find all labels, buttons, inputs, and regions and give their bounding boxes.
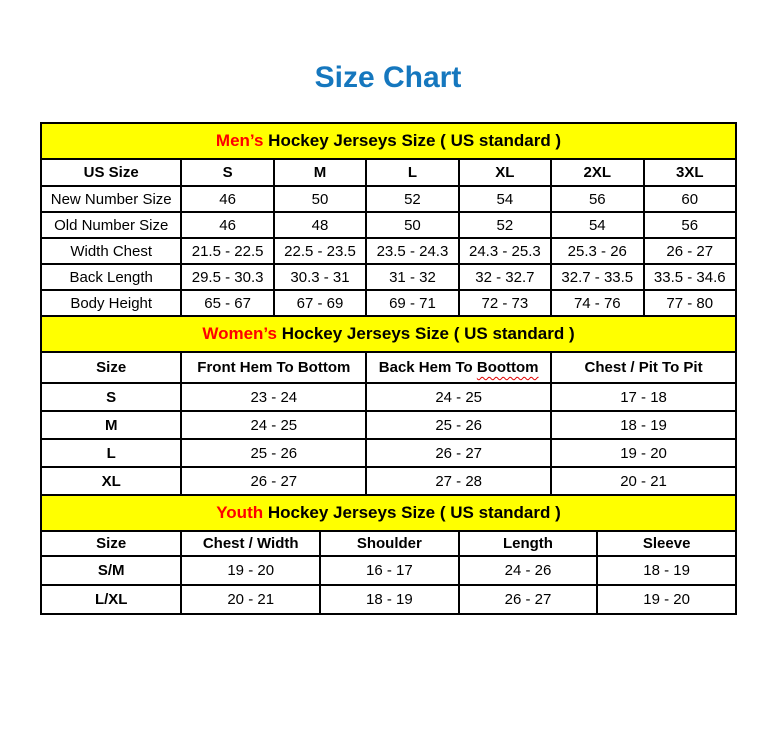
data-cell: 19 - 20 — [181, 556, 320, 585]
youth-section-title — [41, 495, 736, 531]
data-cell: 69 - 71 — [366, 290, 458, 316]
data-cell: 33.5 - 34.6 — [644, 264, 737, 290]
column-header: Size — [41, 531, 181, 556]
data-cell: 17 - 18 — [551, 383, 736, 411]
data-cell: 72 - 73 — [459, 290, 551, 316]
data-cell: 26 - 27 — [181, 467, 366, 495]
section-title-rest: Hockey Jerseys Size ( US standard ) — [276, 324, 575, 343]
data-cell: 25 - 26 — [181, 439, 366, 467]
misspelled-word: Boottom — [476, 359, 539, 376]
row-label: Old Number Size — [41, 212, 181, 238]
row-label: XL — [41, 467, 181, 495]
row-label: M — [41, 411, 181, 439]
column-header — [366, 352, 551, 383]
mens-section-band — [41, 123, 736, 159]
data-cell: 26 - 27 — [366, 439, 551, 467]
table-row — [41, 186, 736, 212]
column-header: L — [366, 159, 458, 186]
data-cell: 32 - 32.7 — [459, 264, 551, 290]
data-cell: 54 — [551, 212, 643, 238]
data-cell: 24 - 26 — [459, 556, 598, 585]
size-tables-container — [40, 122, 737, 615]
column-header: 2XL — [551, 159, 643, 186]
section-title-highlight: Men’s — [215, 131, 264, 150]
data-cell: 20 - 21 — [181, 585, 320, 614]
data-cell: 50 — [366, 212, 458, 238]
data-cell: 27 - 28 — [366, 467, 551, 495]
womens-section-title — [41, 316, 736, 352]
column-header: Chest / Width — [181, 531, 320, 556]
data-cell: 46 — [181, 212, 273, 238]
data-cell: 48 — [274, 212, 366, 238]
table-row — [41, 238, 736, 264]
column-header: Front Hem To Bottom — [181, 352, 366, 383]
table-row — [41, 439, 736, 467]
womens-size-table — [40, 315, 737, 496]
table-row — [41, 585, 736, 614]
column-header: XL — [459, 159, 551, 186]
mens-section-title — [41, 123, 736, 159]
youth-section-band — [41, 495, 736, 531]
data-cell: 26 - 27 — [644, 238, 737, 264]
data-cell: 60 — [644, 186, 737, 212]
data-cell: 52 — [366, 186, 458, 212]
data-cell: 30.3 - 31 — [274, 264, 366, 290]
data-cell: 24 - 25 — [181, 411, 366, 439]
data-cell: 67 - 69 — [274, 290, 366, 316]
data-cell: 50 — [274, 186, 366, 212]
youth-column-header-row — [41, 531, 736, 556]
column-header-text: Back Hem To — [378, 359, 477, 376]
column-header: US Size — [41, 159, 181, 186]
size-chart-page — [0, 58, 776, 750]
row-label: S — [41, 383, 181, 411]
womens-section-band — [41, 316, 736, 352]
column-header: Size — [41, 352, 181, 383]
row-label: L/XL — [41, 585, 181, 614]
column-header: 3XL — [644, 159, 737, 186]
data-cell: 20 - 21 — [551, 467, 736, 495]
row-label: L — [41, 439, 181, 467]
data-cell: 25 - 26 — [366, 411, 551, 439]
column-header: M — [274, 159, 366, 186]
youth-size-table — [40, 494, 737, 615]
data-cell: 77 - 80 — [644, 290, 737, 316]
data-cell: 22.5 - 23.5 — [274, 238, 366, 264]
data-cell: 54 — [459, 186, 551, 212]
table-row — [41, 290, 736, 316]
data-cell: 29.5 - 30.3 — [181, 264, 273, 290]
column-header: Shoulder — [320, 531, 459, 556]
mens-column-header-row — [41, 159, 736, 186]
data-cell: 18 - 19 — [551, 411, 736, 439]
data-cell: 19 - 20 — [551, 439, 736, 467]
data-cell: 26 - 27 — [459, 585, 598, 614]
mens-size-table — [40, 122, 737, 317]
column-header: S — [181, 159, 273, 186]
row-label: S/M — [41, 556, 181, 585]
data-cell: 74 - 76 — [551, 290, 643, 316]
data-cell: 23 - 24 — [181, 383, 366, 411]
data-cell: 25.3 - 26 — [551, 238, 643, 264]
row-label: Body Height — [41, 290, 181, 316]
table-row — [41, 264, 736, 290]
column-header: Sleeve — [597, 531, 736, 556]
table-row — [41, 411, 736, 439]
page-title: Size Chart — [314, 61, 462, 94]
column-header: Chest / Pit To Pit — [551, 352, 736, 383]
data-cell: 65 - 67 — [181, 290, 273, 316]
data-cell: 23.5 - 24.3 — [366, 238, 458, 264]
section-title-rest: Hockey Jerseys Size ( US standard ) — [263, 131, 562, 150]
data-cell: 18 - 19 — [320, 585, 459, 614]
column-header: Length — [459, 531, 598, 556]
table-row — [41, 383, 736, 411]
womens-column-header-row — [41, 352, 736, 383]
data-cell: 46 — [181, 186, 273, 212]
row-label: New Number Size — [41, 186, 181, 212]
data-cell: 21.5 - 22.5 — [181, 238, 273, 264]
table-row — [41, 467, 736, 495]
data-cell: 16 - 17 — [320, 556, 459, 585]
data-cell: 56 — [644, 212, 737, 238]
section-title-highlight: Youth — [216, 503, 264, 522]
row-label: Back Length — [41, 264, 181, 290]
row-label: Width Chest — [41, 238, 181, 264]
section-title-highlight: Women’s — [202, 324, 277, 343]
data-cell: 52 — [459, 212, 551, 238]
data-cell: 24.3 - 25.3 — [459, 238, 551, 264]
table-row — [41, 212, 736, 238]
data-cell: 32.7 - 33.5 — [551, 264, 643, 290]
table-row — [41, 556, 736, 585]
data-cell: 18 - 19 — [597, 556, 736, 585]
data-cell: 24 - 25 — [366, 383, 551, 411]
data-cell: 56 — [551, 186, 643, 212]
data-cell: 31 - 32 — [366, 264, 458, 290]
data-cell: 19 - 20 — [597, 585, 736, 614]
section-title-rest: Hockey Jerseys Size ( US standard ) — [263, 503, 561, 522]
